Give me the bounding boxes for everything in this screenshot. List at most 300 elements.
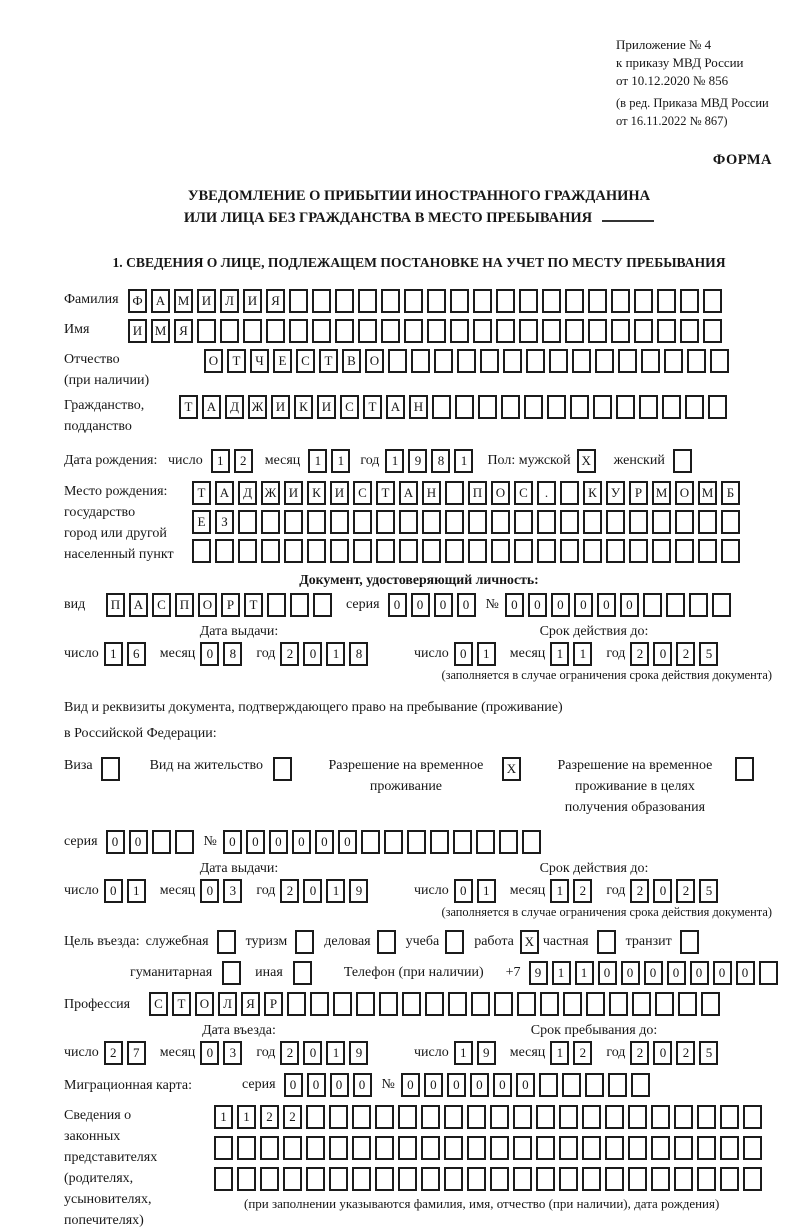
- form-cell[interactable]: [703, 319, 722, 343]
- form-cell[interactable]: Т: [227, 349, 246, 373]
- form-cell[interactable]: [572, 349, 591, 373]
- form-cell[interactable]: 0: [551, 593, 570, 617]
- form-cell[interactable]: 1: [308, 449, 327, 473]
- form-cell[interactable]: [284, 539, 303, 563]
- form-cell[interactable]: [570, 395, 589, 419]
- form-cell[interactable]: [377, 930, 396, 954]
- form-cell[interactable]: 0: [516, 1073, 535, 1097]
- form-cell[interactable]: 0: [736, 961, 755, 985]
- form-cell[interactable]: 0: [424, 1073, 443, 1097]
- form-cell[interactable]: 2: [676, 642, 695, 666]
- form-cell[interactable]: 0: [434, 593, 453, 617]
- form-cell[interactable]: [467, 1167, 486, 1191]
- form-cell[interactable]: Е: [273, 349, 292, 373]
- form-cell[interactable]: [513, 1105, 532, 1129]
- form-cell[interactable]: [490, 1136, 509, 1160]
- form-cell[interactable]: 3: [223, 879, 242, 903]
- form-cell[interactable]: 0: [528, 593, 547, 617]
- form-cell[interactable]: 0: [454, 879, 473, 903]
- form-cell[interactable]: [562, 1073, 581, 1097]
- form-cell[interactable]: [398, 1167, 417, 1191]
- form-cell[interactable]: Р: [264, 992, 283, 1016]
- form-cell[interactable]: [457, 349, 476, 373]
- form-cell[interactable]: 0: [307, 1073, 326, 1097]
- form-cell[interactable]: [289, 289, 308, 313]
- form-cell[interactable]: [222, 961, 241, 985]
- form-cell[interactable]: [238, 510, 257, 534]
- form-cell[interactable]: [496, 319, 515, 343]
- form-cell[interactable]: [261, 510, 280, 534]
- form-cell[interactable]: [432, 395, 451, 419]
- form-cell[interactable]: 0: [269, 830, 288, 854]
- form-cell[interactable]: [743, 1105, 762, 1129]
- form-cell[interactable]: [295, 930, 314, 954]
- form-cell[interactable]: К: [583, 481, 602, 505]
- form-cell[interactable]: [616, 395, 635, 419]
- form-cell[interactable]: [605, 1105, 624, 1129]
- form-cell[interactable]: 2: [280, 879, 299, 903]
- form-cell[interactable]: [698, 539, 717, 563]
- form-cell[interactable]: [641, 349, 660, 373]
- form-cell[interactable]: [398, 1136, 417, 1160]
- form-cell[interactable]: [388, 349, 407, 373]
- form-cell[interactable]: Д: [225, 395, 244, 419]
- form-cell[interactable]: [582, 1136, 601, 1160]
- form-cell[interactable]: М: [151, 319, 170, 343]
- form-cell[interactable]: К: [294, 395, 313, 419]
- form-cell[interactable]: [632, 992, 651, 1016]
- form-cell[interactable]: 1: [211, 449, 230, 473]
- form-cell[interactable]: [310, 992, 329, 1016]
- form-cell[interactable]: [666, 593, 685, 617]
- form-cell[interactable]: Л: [218, 992, 237, 1016]
- form-cell[interactable]: 0: [411, 593, 430, 617]
- form-cell[interactable]: П: [468, 481, 487, 505]
- form-cell[interactable]: [399, 510, 418, 534]
- form-cell[interactable]: С: [152, 593, 171, 617]
- form-cell[interactable]: [559, 1105, 578, 1129]
- form-cell[interactable]: 0: [644, 961, 663, 985]
- form-cell[interactable]: [542, 289, 561, 313]
- form-cell[interactable]: [680, 319, 699, 343]
- form-cell[interactable]: 2: [630, 1041, 649, 1065]
- form-cell[interactable]: [352, 1167, 371, 1191]
- form-cell[interactable]: 0: [303, 642, 322, 666]
- form-cell[interactable]: [721, 539, 740, 563]
- form-cell[interactable]: 0: [713, 961, 732, 985]
- form-cell[interactable]: Я: [241, 992, 260, 1016]
- form-cell[interactable]: [606, 510, 625, 534]
- form-cell[interactable]: Т: [179, 395, 198, 419]
- form-cell[interactable]: 2: [260, 1105, 279, 1129]
- form-cell[interactable]: .: [537, 481, 556, 505]
- form-cell[interactable]: [674, 1167, 693, 1191]
- form-cell[interactable]: 0: [653, 1041, 672, 1065]
- form-cell[interactable]: [480, 349, 499, 373]
- form-cell[interactable]: [536, 1136, 555, 1160]
- form-cell[interactable]: [503, 349, 522, 373]
- form-cell[interactable]: [330, 510, 349, 534]
- form-cell[interactable]: [353, 539, 372, 563]
- form-cell[interactable]: [605, 1136, 624, 1160]
- form-cell[interactable]: [330, 539, 349, 563]
- form-cell[interactable]: [427, 289, 446, 313]
- form-cell[interactable]: [652, 539, 671, 563]
- form-cell[interactable]: [490, 1167, 509, 1191]
- form-cell[interactable]: О: [198, 593, 217, 617]
- form-cell[interactable]: 2: [280, 1041, 299, 1065]
- form-cell[interactable]: М: [174, 289, 193, 313]
- form-cell[interactable]: 0: [200, 879, 219, 903]
- form-cell[interactable]: В: [342, 349, 361, 373]
- form-cell[interactable]: [680, 289, 699, 313]
- form-cell[interactable]: [490, 1105, 509, 1129]
- form-cell[interactable]: 0: [106, 830, 125, 854]
- form-cell[interactable]: [473, 289, 492, 313]
- form-cell[interactable]: 2: [234, 449, 253, 473]
- form-cell[interactable]: [743, 1167, 762, 1191]
- form-cell[interactable]: [651, 1167, 670, 1191]
- form-cell[interactable]: О: [204, 349, 223, 373]
- form-cell[interactable]: К: [307, 481, 326, 505]
- form-cell[interactable]: 1: [477, 642, 496, 666]
- form-cell[interactable]: [593, 395, 612, 419]
- form-cell[interactable]: Б: [721, 481, 740, 505]
- form-cell[interactable]: 0: [505, 593, 524, 617]
- form-cell[interactable]: 1: [575, 961, 594, 985]
- form-cell[interactable]: Д: [238, 481, 257, 505]
- form-cell[interactable]: [662, 395, 681, 419]
- form-cell[interactable]: [651, 1105, 670, 1129]
- form-cell[interactable]: [494, 992, 513, 1016]
- form-cell[interactable]: [582, 1167, 601, 1191]
- form-cell[interactable]: [329, 1136, 348, 1160]
- form-cell[interactable]: [427, 319, 446, 343]
- form-cell[interactable]: [595, 349, 614, 373]
- form-cell[interactable]: 9: [349, 1041, 368, 1065]
- form-cell[interactable]: 0: [104, 879, 123, 903]
- form-cell[interactable]: Е: [192, 510, 211, 534]
- form-cell[interactable]: 1: [454, 449, 473, 473]
- form-cell[interactable]: [501, 395, 520, 419]
- form-cell[interactable]: [352, 1105, 371, 1129]
- form-cell[interactable]: [560, 539, 579, 563]
- form-cell[interactable]: 0: [223, 830, 242, 854]
- form-cell[interactable]: X: [520, 930, 539, 954]
- form-cell[interactable]: 0: [653, 642, 672, 666]
- form-cell[interactable]: [404, 289, 423, 313]
- form-cell[interactable]: [542, 319, 561, 343]
- form-cell[interactable]: [312, 319, 331, 343]
- form-cell[interactable]: 0: [388, 593, 407, 617]
- form-cell[interactable]: [455, 395, 474, 419]
- form-cell[interactable]: 1: [214, 1105, 233, 1129]
- form-cell[interactable]: [537, 539, 556, 563]
- form-cell[interactable]: [289, 319, 308, 343]
- form-cell[interactable]: [353, 510, 372, 534]
- form-cell[interactable]: [422, 539, 441, 563]
- form-cell[interactable]: [675, 510, 694, 534]
- form-cell[interactable]: [399, 539, 418, 563]
- form-cell[interactable]: [496, 289, 515, 313]
- form-cell[interactable]: 0: [200, 1041, 219, 1065]
- form-cell[interactable]: [605, 1167, 624, 1191]
- form-cell[interactable]: [402, 992, 421, 1016]
- form-cell[interactable]: Ч: [250, 349, 269, 373]
- form-cell[interactable]: Т: [244, 593, 263, 617]
- form-cell[interactable]: 0: [303, 879, 322, 903]
- form-cell[interactable]: [260, 1167, 279, 1191]
- form-cell[interactable]: [491, 539, 510, 563]
- form-cell[interactable]: И: [197, 289, 216, 313]
- form-cell[interactable]: [513, 1136, 532, 1160]
- form-cell[interactable]: [197, 319, 216, 343]
- form-cell[interactable]: Т: [363, 395, 382, 419]
- form-cell[interactable]: 2: [573, 1041, 592, 1065]
- form-cell[interactable]: А: [399, 481, 418, 505]
- form-cell[interactable]: 1: [385, 449, 404, 473]
- form-cell[interactable]: [657, 289, 676, 313]
- form-cell[interactable]: Т: [192, 481, 211, 505]
- form-cell[interactable]: [583, 510, 602, 534]
- form-cell[interactable]: [398, 1105, 417, 1129]
- form-cell[interactable]: [352, 1136, 371, 1160]
- form-cell[interactable]: [631, 1073, 650, 1097]
- form-cell[interactable]: [290, 593, 309, 617]
- form-cell[interactable]: 0: [598, 961, 617, 985]
- form-cell[interactable]: 0: [284, 1073, 303, 1097]
- form-cell[interactable]: [582, 1105, 601, 1129]
- form-cell[interactable]: [634, 319, 653, 343]
- form-cell[interactable]: 2: [283, 1105, 302, 1129]
- form-cell[interactable]: 1: [237, 1105, 256, 1129]
- form-cell[interactable]: 2: [676, 1041, 695, 1065]
- form-cell[interactable]: [526, 349, 545, 373]
- form-cell[interactable]: [560, 510, 579, 534]
- form-cell[interactable]: О: [195, 992, 214, 1016]
- form-cell[interactable]: Н: [422, 481, 441, 505]
- form-cell[interactable]: 0: [401, 1073, 420, 1097]
- form-cell[interactable]: [421, 1136, 440, 1160]
- form-cell[interactable]: Н: [409, 395, 428, 419]
- form-cell[interactable]: 0: [620, 593, 639, 617]
- form-cell[interactable]: 1: [104, 642, 123, 666]
- form-cell[interactable]: М: [698, 481, 717, 505]
- form-cell[interactable]: 9: [408, 449, 427, 473]
- form-cell[interactable]: [618, 349, 637, 373]
- form-cell[interactable]: [450, 289, 469, 313]
- form-cell[interactable]: [629, 539, 648, 563]
- form-cell[interactable]: 1: [573, 642, 592, 666]
- form-cell[interactable]: [467, 1105, 486, 1129]
- form-cell[interactable]: 1: [127, 879, 146, 903]
- form-cell[interactable]: [421, 1167, 440, 1191]
- form-cell[interactable]: [674, 1136, 693, 1160]
- form-cell[interactable]: [639, 395, 658, 419]
- form-cell[interactable]: [652, 510, 671, 534]
- form-cell[interactable]: 2: [104, 1041, 123, 1065]
- form-cell[interactable]: [563, 992, 582, 1016]
- form-cell[interactable]: А: [215, 481, 234, 505]
- form-cell[interactable]: [375, 1105, 394, 1129]
- form-cell[interactable]: А: [129, 593, 148, 617]
- form-cell[interactable]: [514, 539, 533, 563]
- form-cell[interactable]: 9: [349, 879, 368, 903]
- form-cell[interactable]: [307, 510, 326, 534]
- form-cell[interactable]: 7: [127, 1041, 146, 1065]
- form-cell[interactable]: [547, 395, 566, 419]
- form-cell[interactable]: Я: [266, 289, 285, 313]
- form-cell[interactable]: Ф: [128, 289, 147, 313]
- form-cell[interactable]: 0: [447, 1073, 466, 1097]
- form-cell[interactable]: 6: [127, 642, 146, 666]
- form-cell[interactable]: [703, 289, 722, 313]
- form-cell[interactable]: 1: [326, 879, 345, 903]
- form-cell[interactable]: [651, 1136, 670, 1160]
- form-cell[interactable]: Т: [319, 349, 338, 373]
- form-cell[interactable]: [293, 961, 312, 985]
- form-cell[interactable]: [453, 830, 472, 854]
- form-cell[interactable]: [611, 289, 630, 313]
- form-cell[interactable]: [335, 289, 354, 313]
- form-cell[interactable]: [261, 539, 280, 563]
- form-cell[interactable]: 0: [330, 1073, 349, 1097]
- form-cell[interactable]: [306, 1136, 325, 1160]
- form-cell[interactable]: [536, 1167, 555, 1191]
- form-cell[interactable]: [471, 992, 490, 1016]
- form-cell[interactable]: [522, 830, 541, 854]
- form-cell[interactable]: [356, 992, 375, 1016]
- form-cell[interactable]: [384, 830, 403, 854]
- form-cell[interactable]: [476, 830, 495, 854]
- form-cell[interactable]: Ж: [248, 395, 267, 419]
- form-cell[interactable]: [491, 510, 510, 534]
- form-cell[interactable]: [701, 992, 720, 1016]
- form-cell[interactable]: [243, 319, 262, 343]
- form-cell[interactable]: 1: [550, 1041, 569, 1065]
- form-cell[interactable]: 1: [550, 642, 569, 666]
- form-cell[interactable]: 3: [223, 1041, 242, 1065]
- form-cell[interactable]: И: [128, 319, 147, 343]
- form-cell[interactable]: 0: [303, 1041, 322, 1065]
- form-cell[interactable]: 0: [667, 961, 686, 985]
- form-cell[interactable]: [720, 1105, 739, 1129]
- form-cell[interactable]: [283, 1136, 302, 1160]
- form-cell[interactable]: 0: [653, 879, 672, 903]
- form-cell[interactable]: З: [215, 510, 234, 534]
- form-cell[interactable]: [407, 830, 426, 854]
- form-cell[interactable]: [467, 1136, 486, 1160]
- form-cell[interactable]: И: [317, 395, 336, 419]
- form-cell[interactable]: С: [353, 481, 372, 505]
- form-cell[interactable]: У: [606, 481, 625, 505]
- form-cell[interactable]: Т: [172, 992, 191, 1016]
- form-cell[interactable]: X: [502, 757, 521, 781]
- form-cell[interactable]: 5: [699, 1041, 718, 1065]
- form-cell[interactable]: [517, 992, 536, 1016]
- form-cell[interactable]: [588, 319, 607, 343]
- form-cell[interactable]: X: [577, 449, 596, 473]
- form-cell[interactable]: [175, 830, 194, 854]
- form-cell[interactable]: [313, 593, 332, 617]
- form-cell[interactable]: М: [652, 481, 671, 505]
- form-cell[interactable]: [674, 1105, 693, 1129]
- form-cell[interactable]: [673, 449, 692, 473]
- form-cell[interactable]: [559, 1167, 578, 1191]
- form-cell[interactable]: 0: [292, 830, 311, 854]
- form-cell[interactable]: [735, 757, 754, 781]
- form-cell[interactable]: А: [202, 395, 221, 419]
- form-cell[interactable]: 0: [457, 593, 476, 617]
- form-cell[interactable]: [710, 349, 729, 373]
- form-cell[interactable]: 1: [331, 449, 350, 473]
- form-cell[interactable]: [519, 289, 538, 313]
- form-cell[interactable]: [445, 539, 464, 563]
- form-cell[interactable]: 2: [573, 879, 592, 903]
- form-cell[interactable]: [540, 992, 559, 1016]
- form-cell[interactable]: [685, 395, 704, 419]
- form-cell[interactable]: [664, 349, 683, 373]
- form-cell[interactable]: [611, 319, 630, 343]
- form-cell[interactable]: 8: [223, 642, 242, 666]
- form-cell[interactable]: 2: [280, 642, 299, 666]
- form-cell[interactable]: С: [514, 481, 533, 505]
- form-cell[interactable]: [565, 289, 584, 313]
- form-cell[interactable]: [444, 1167, 463, 1191]
- form-cell[interactable]: [609, 992, 628, 1016]
- form-cell[interactable]: И: [243, 289, 262, 313]
- form-cell[interactable]: [537, 510, 556, 534]
- form-cell[interactable]: 0: [574, 593, 593, 617]
- form-cell[interactable]: [643, 593, 662, 617]
- form-cell[interactable]: [361, 830, 380, 854]
- form-cell[interactable]: [657, 319, 676, 343]
- form-cell[interactable]: [655, 992, 674, 1016]
- form-cell[interactable]: [698, 510, 717, 534]
- form-cell[interactable]: [335, 319, 354, 343]
- form-cell[interactable]: [565, 319, 584, 343]
- form-cell[interactable]: [444, 1136, 463, 1160]
- form-cell[interactable]: 0: [129, 830, 148, 854]
- form-cell[interactable]: [678, 992, 697, 1016]
- form-cell[interactable]: [680, 930, 699, 954]
- form-cell[interactable]: П: [175, 593, 194, 617]
- form-cell[interactable]: 5: [699, 879, 718, 903]
- form-cell[interactable]: [559, 1136, 578, 1160]
- form-cell[interactable]: [634, 289, 653, 313]
- form-cell[interactable]: [708, 395, 727, 419]
- form-cell[interactable]: [468, 539, 487, 563]
- form-cell[interactable]: [273, 757, 292, 781]
- form-cell[interactable]: О: [675, 481, 694, 505]
- form-cell[interactable]: [152, 830, 171, 854]
- form-cell[interactable]: [358, 319, 377, 343]
- form-cell[interactable]: Я: [174, 319, 193, 343]
- form-cell[interactable]: 0: [493, 1073, 512, 1097]
- form-cell[interactable]: 0: [470, 1073, 489, 1097]
- form-cell[interactable]: 1: [326, 642, 345, 666]
- form-cell[interactable]: [284, 510, 303, 534]
- form-cell[interactable]: 2: [630, 879, 649, 903]
- form-cell[interactable]: 0: [454, 642, 473, 666]
- form-cell[interactable]: [445, 930, 464, 954]
- form-cell[interactable]: [445, 481, 464, 505]
- form-cell[interactable]: [720, 1136, 739, 1160]
- form-cell[interactable]: [220, 319, 239, 343]
- form-cell[interactable]: [306, 1105, 325, 1129]
- form-cell[interactable]: 0: [200, 642, 219, 666]
- form-cell[interactable]: [524, 395, 543, 419]
